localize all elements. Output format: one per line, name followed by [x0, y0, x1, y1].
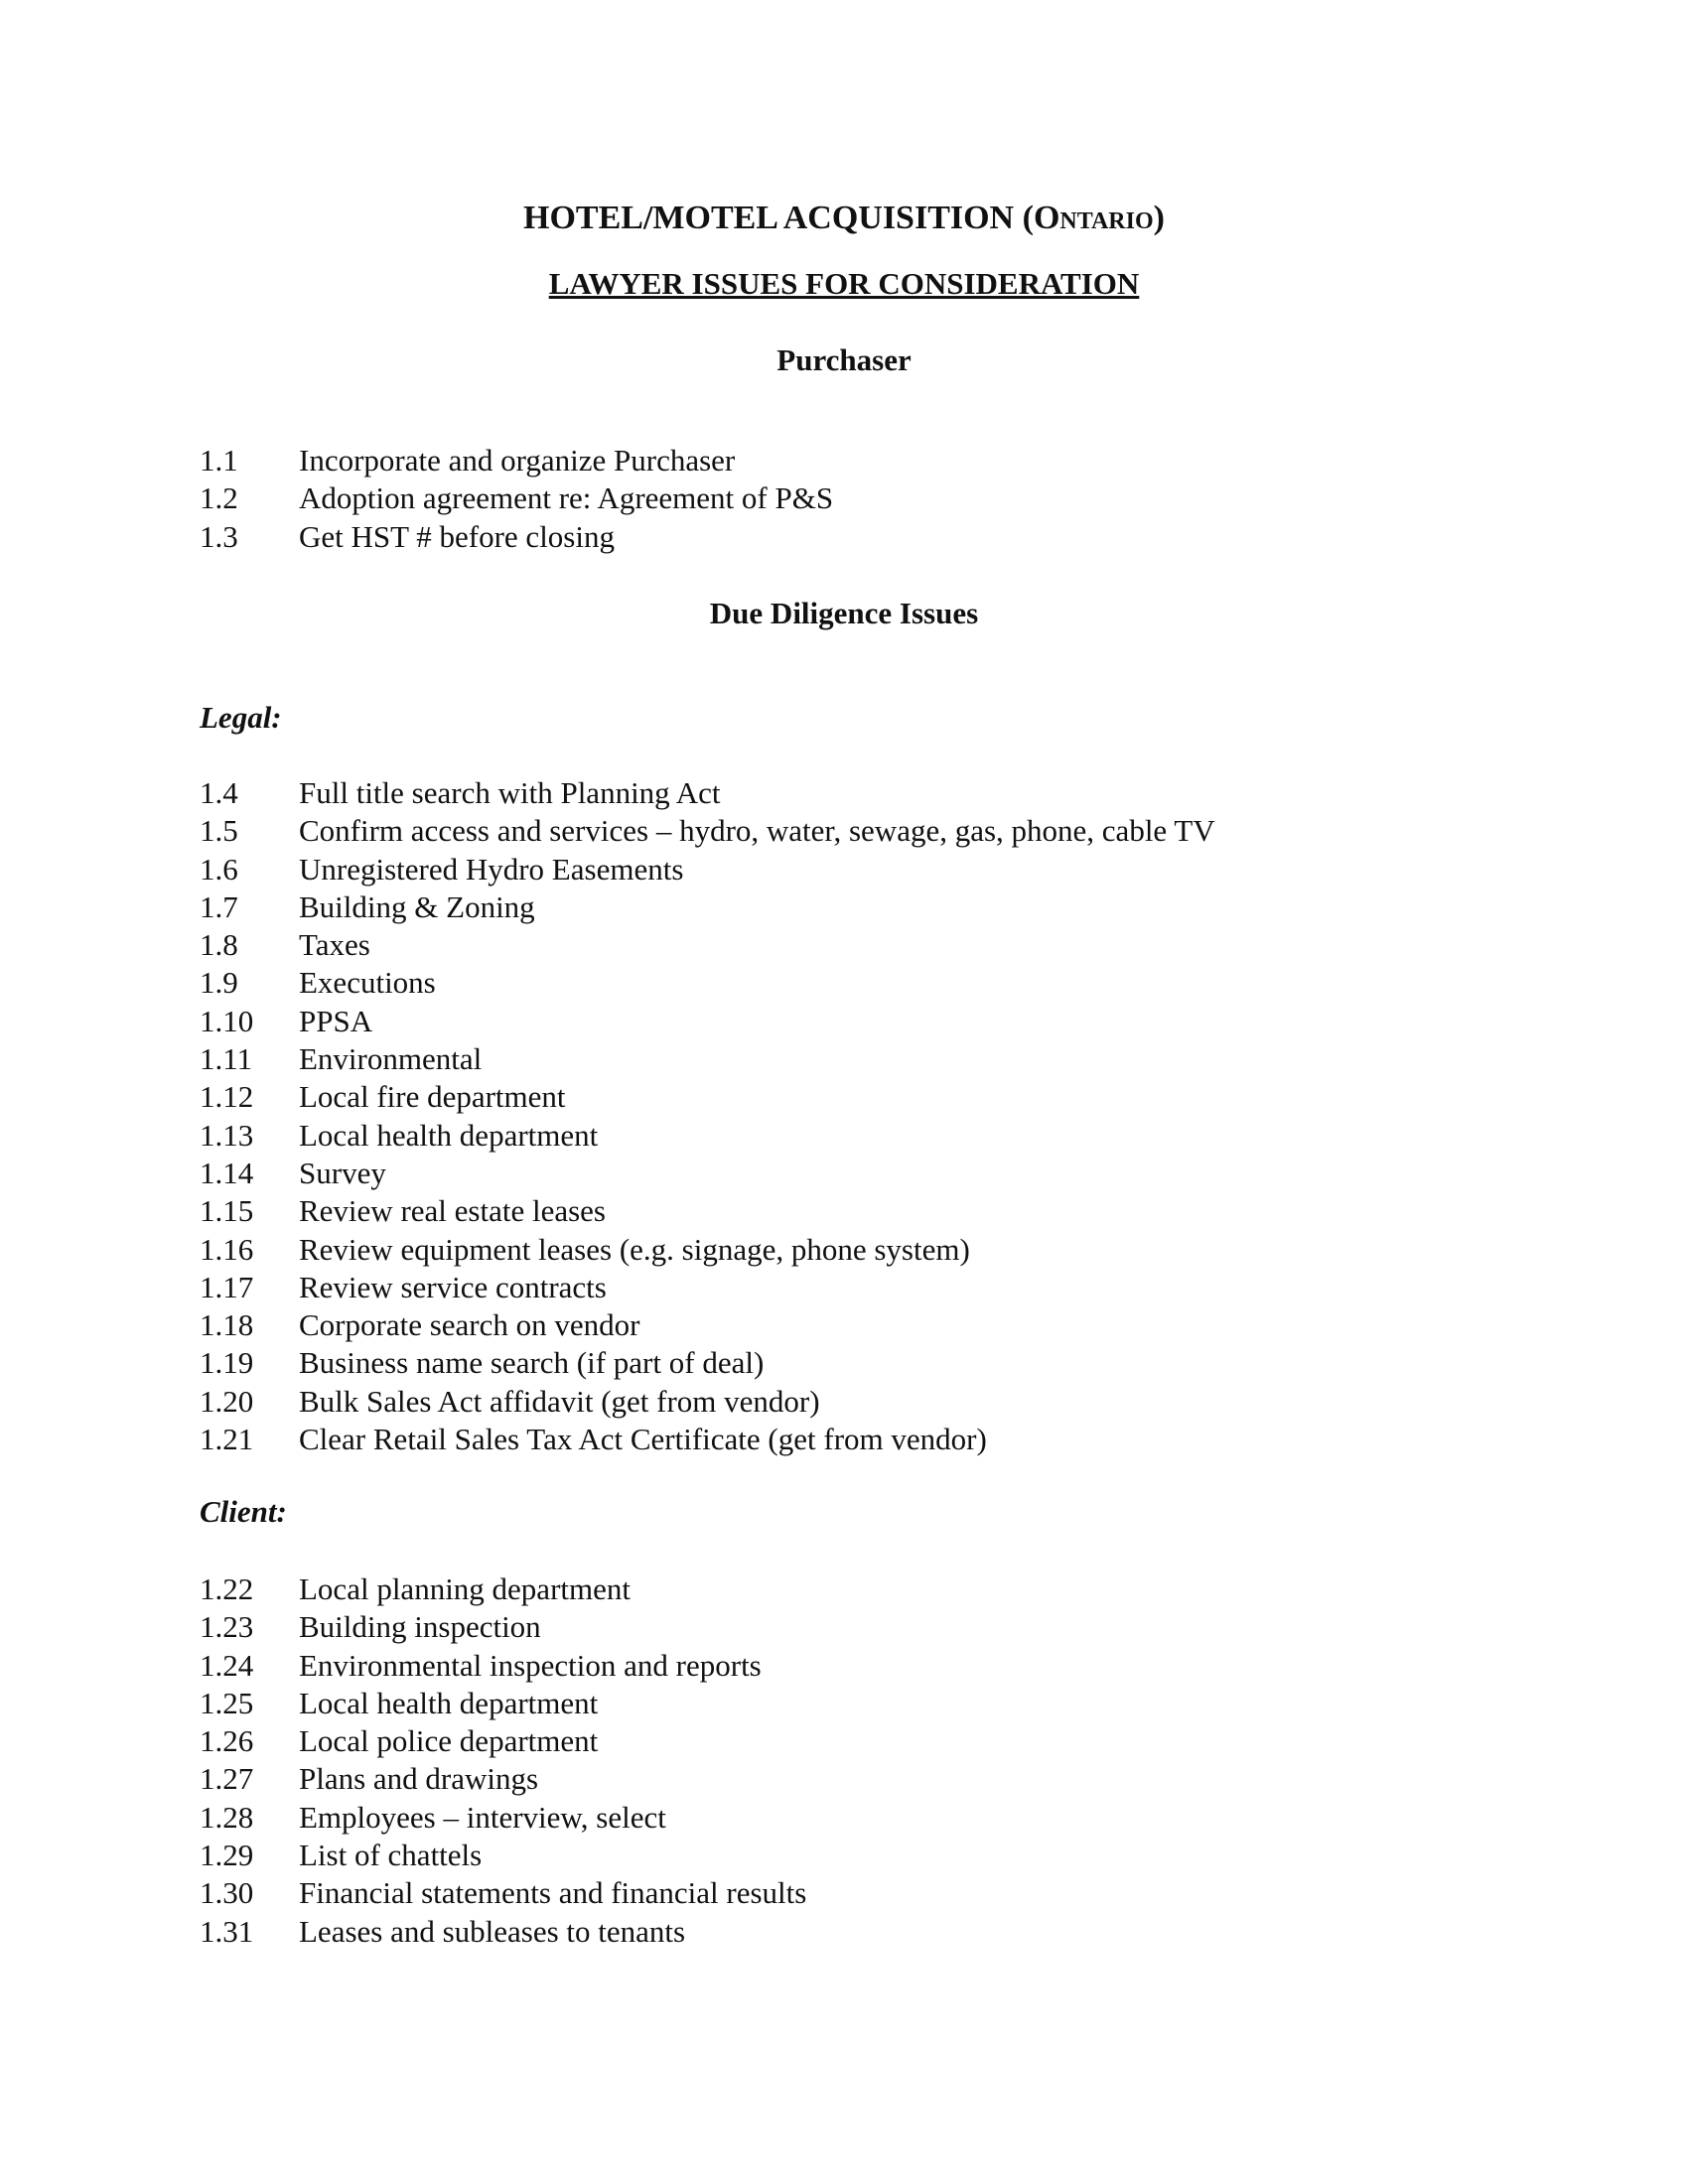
list-item — [200, 1231, 1215, 1269]
list-item — [200, 888, 1215, 926]
item-number: 1.25 — [200, 1685, 254, 1720]
item-text: Business name search (if part of deal) — [299, 1345, 765, 1381]
item-text: Plans and drawings — [299, 1761, 539, 1797]
list-item — [200, 812, 1215, 850]
list-item — [200, 1306, 1215, 1344]
item-text: Executions — [299, 965, 436, 1001]
item-text: Full title search with Planning Act — [299, 775, 721, 810]
item-text: Get HST # before closing — [299, 518, 615, 554]
item-text: Building & Zoning — [299, 888, 535, 924]
item-text: Local police department — [299, 1723, 599, 1759]
item-number: 1.31 — [200, 1913, 254, 1949]
title-region: Ontario — [1033, 200, 1154, 236]
item-text: Environmental inspection and reports — [299, 1647, 762, 1683]
item-number: 1.29 — [200, 1838, 254, 1873]
item-number: 1.27 — [200, 1761, 254, 1797]
list-item — [200, 1078, 1215, 1116]
item-number: 1.16 — [200, 1231, 254, 1267]
list-item — [200, 1837, 806, 1874]
item-number: 1.1 — [200, 443, 238, 478]
item-text: Local fire department — [299, 1079, 566, 1115]
item-number: 1.23 — [200, 1609, 254, 1645]
item-text: List of chattels — [299, 1838, 483, 1873]
item-text: Confirm access and services – hydro, water, sewage, gas, phone, cable TV — [299, 813, 1215, 849]
legal-label: Legal: — [200, 700, 282, 735]
item-number: 1.14 — [200, 1155, 254, 1190]
list-item — [200, 1608, 806, 1646]
item-number: 1.10 — [200, 1003, 254, 1038]
list-item — [200, 1874, 806, 1912]
list-item — [200, 926, 1215, 964]
list-item — [200, 1421, 1215, 1458]
list-item — [200, 1722, 806, 1760]
item-number: 1.5 — [200, 813, 238, 849]
item-number: 1.28 — [200, 1799, 254, 1835]
item-number: 1.11 — [200, 1041, 253, 1077]
item-number: 1.2 — [200, 480, 238, 516]
item-text: Employees – interview, select — [299, 1799, 666, 1835]
list-item — [200, 1570, 806, 1608]
item-number: 1.12 — [200, 1079, 254, 1115]
list-item — [200, 1760, 806, 1798]
list-item — [200, 1344, 1215, 1382]
client-label: Client: — [200, 1494, 287, 1529]
item-number: 1.15 — [200, 1193, 254, 1229]
item-text: Incorporate and organize Purchaser — [299, 443, 736, 478]
item-number: 1.19 — [200, 1345, 254, 1381]
item-number: 1.3 — [200, 518, 238, 554]
item-text: Corporate search on vendor — [299, 1307, 640, 1343]
item-text: Unregistered Hydro Easements — [299, 851, 684, 887]
item-number: 1.26 — [200, 1723, 254, 1759]
client-list — [200, 1570, 806, 1951]
document-subtitle: LAWYER ISSUES FOR CONSIDERATION — [548, 266, 1140, 301]
item-text: Taxes — [299, 927, 370, 963]
list-item — [200, 1383, 1215, 1421]
item-text: Financial statements and financial results — [299, 1875, 807, 1911]
item-number: 1.6 — [200, 851, 238, 887]
item-text: Review real estate leases — [299, 1193, 606, 1229]
list-item — [200, 1040, 1215, 1078]
item-number: 1.20 — [200, 1383, 254, 1419]
item-text: Survey — [299, 1155, 386, 1190]
item-text: Adoption agreement re: Agreement of P&S — [299, 480, 834, 516]
list-item — [200, 1003, 1215, 1040]
item-number: 1.30 — [200, 1875, 254, 1911]
item-number: 1.22 — [200, 1571, 254, 1606]
item-text: Building inspection — [299, 1609, 541, 1645]
item-text: Local health department — [299, 1117, 599, 1153]
item-number: 1.21 — [200, 1422, 254, 1457]
item-number: 1.9 — [200, 965, 238, 1001]
list-item — [200, 1269, 1215, 1306]
item-number: 1.13 — [200, 1117, 254, 1153]
item-text: Local health department — [299, 1685, 599, 1720]
list-item — [200, 1913, 806, 1951]
list-item — [200, 518, 833, 556]
item-number: 1.17 — [200, 1269, 254, 1304]
list-item — [200, 1799, 806, 1837]
list-item — [200, 774, 1215, 812]
purchaser-list — [200, 442, 833, 556]
item-number: 1.24 — [200, 1647, 254, 1683]
item-text: Local planning department — [299, 1571, 631, 1606]
item-number: 1.18 — [200, 1307, 254, 1343]
purchaser-heading: Purchaser — [776, 342, 912, 377]
item-number: 1.7 — [200, 888, 238, 924]
item-text: Review service contracts — [299, 1269, 607, 1304]
list-item — [200, 964, 1215, 1002]
item-number: 1.4 — [200, 775, 238, 810]
legal-list — [200, 774, 1215, 1458]
document-title — [0, 199, 1688, 238]
list-item — [200, 1155, 1215, 1192]
due-diligence-heading: Due Diligence Issues — [709, 596, 979, 630]
item-text: PPSA — [299, 1003, 373, 1038]
item-text: Clear Retail Sales Tax Act Certificate (get from vendor) — [299, 1422, 987, 1457]
item-text: Environmental — [299, 1041, 483, 1077]
list-item — [200, 1117, 1215, 1155]
list-item — [200, 1647, 806, 1685]
list-item — [200, 851, 1215, 888]
list-item — [200, 442, 833, 479]
list-item — [200, 479, 833, 517]
item-number: 1.8 — [200, 927, 238, 963]
title-close: ) — [1153, 200, 1165, 236]
list-item — [200, 1685, 806, 1722]
title-main: HOTEL/MOTEL ACQUISITION ( — [523, 200, 1034, 236]
item-text: Bulk Sales Act affidavit (get from vendor) — [299, 1383, 820, 1419]
item-text: Review equipment leases (e.g. signage, phone system) — [299, 1231, 970, 1267]
item-text: Leases and subleases to tenants — [299, 1913, 686, 1949]
list-item — [200, 1192, 1215, 1230]
